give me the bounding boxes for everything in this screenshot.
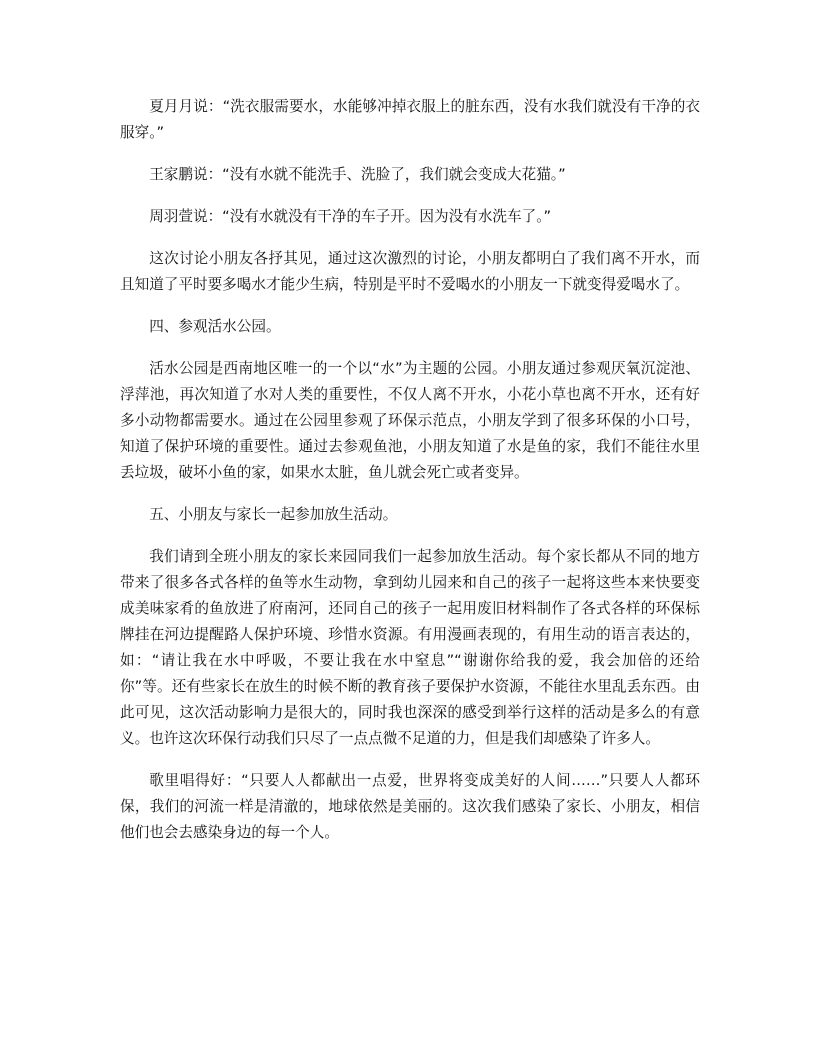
paragraph-park-visit: 活水公园是西南地区唯一的一个以“水”为主题的公园。小朋友通过参观厌氧沉淀池、浮萍池，再次知道了水对人类的重要性，不仅人离不开水，小花小草也离不开水，还有好多小动物都需要水。通过在公园里参观了环保示范点，小朋友学到了很多环保的小口号，知道了保护环境的重要性。通过去参观鱼池，小朋友知道了水是鱼的家，我们不能往水里丢垃圾，破坏小鱼的家，如果水太脏，鱼儿就会死亡或者变异。 <box>120 360 700 481</box>
paragraph-release-activity: 我们请到全班小朋友的家长来园同我们一起参加放生活动。每个家长都从不同的地方带来了很多各式各样的鱼等水生动物，拿到幼儿园来和自己的孩子一起将这些本来快要变成美味家肴的鱼放进了府南河，还同自己的孩子一起用废旧材料制作了各式各样的环保标牌挂在河边提醒路人保护环境、珍惜水资源。有用漫画表现的，有用生动的语言表达的，如：“请让我在水中呼吸，不要让我在水中窒息”“谢谢你给我的爱，我会加倍的还给你”等。还有些家长在放生的时候不断的教育孩子要保护水资源，不能往水里乱丢东西。由此可见，这次活动影响力是很大的，同时我也深深的感受到举行这样的活动是多么的有意义。也许这次环保行动我们只尽了一点点微不足道的力，但是我们却感染了许多人。 <box>120 548 700 747</box>
document-body <box>120 94 700 862</box>
section-heading-release-activity: 五、小朋友与家长一起参加放生活动。 <box>149 506 398 523</box>
paragraph-discussion-summary: 这次讨论小朋友各抒其见，通过这次激烈的讨论，小朋友都明白了我们离不开水，而且知道了平时要多喝水才能少生病，特别是平时不爱喝水的小朋友一下就变得爱喝水了。 <box>120 250 700 293</box>
paragraph-conclusion: 歌里唱得好：“只要人人都献出一点爱，世界将变成美好的人间……”只要人人都环保，我们的河流一样是清澈的，地球依然是美丽的。这次我们感染了家长、小朋友，相信他们也会去感染身边的每一个人。 <box>120 772 700 841</box>
paragraph-quote-xia: 夏月月说：“洗衣服需要水，水能够冲掉衣服上的脏东西，没有水我们就没有干净的衣服穿。” <box>120 98 700 141</box>
paragraph-quote-zhou: 周羽萱说：“没有水就没有干净的车子开。因为没有水洗车了。” <box>149 208 552 225</box>
paragraph-quote-wang: 王家鹏说：“没有水就不能洗手、洗脸了，我们就会变成大花猫。” <box>149 166 566 183</box>
section-heading-park-visit: 四、参观活水公园。 <box>149 318 281 335</box>
